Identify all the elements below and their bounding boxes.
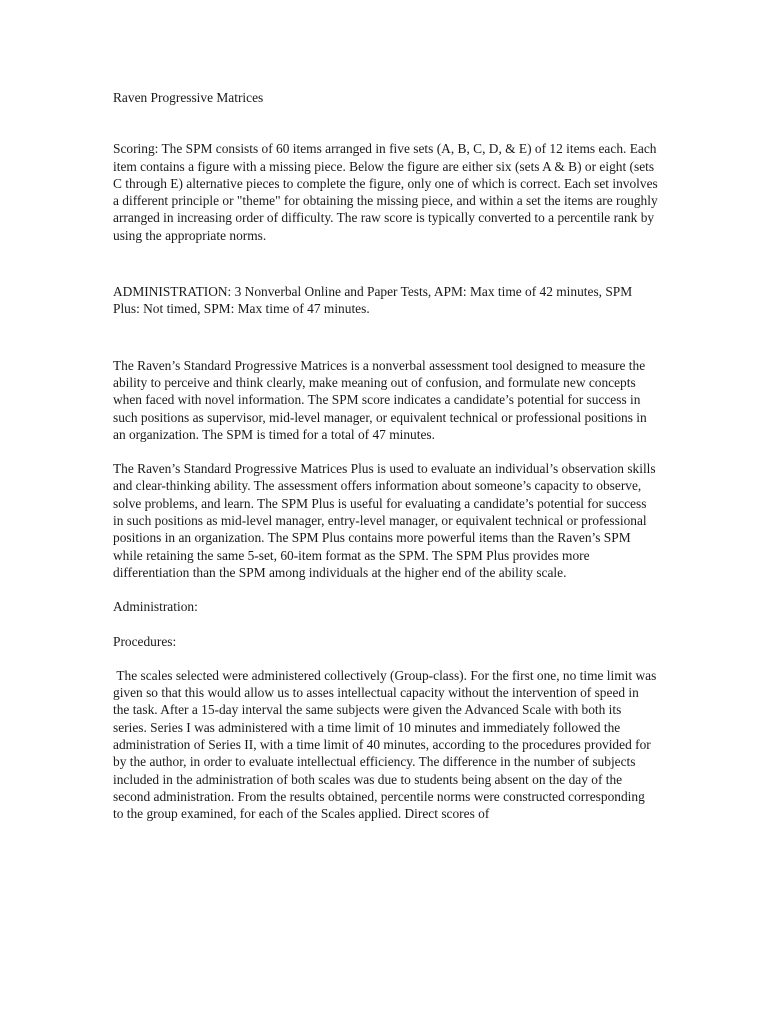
administration-heading: Administration: — [113, 599, 198, 615]
document-title: Raven Progressive Matrices — [113, 90, 264, 105]
scoring-paragraph: Scoring: The SPM consists of 60 items arranged in five sets (A, B, C, D, & E) of 12 items each. Each item contains a figure with a missing piece. Below the figure are either six (sets A & B) or eight (sets C through E) alternative pieces to complete the figure, only one of which is correct. Each set involves a different principle or "theme" for obtaining the missing piece, and within a set the items are roughly arranged in increasing order of difficulty. The raw score is typically converted to a percentile rank by using the appropriate norms. — [113, 141, 658, 243]
spm-plus-description-paragraph: The Raven’s Standard Progressive Matrices Plus is used to evaluate an individual’s observation skills and clear-thinking ability. The assessment offers information about someone’s capacity to observe, solve problems, and learn. The SPM Plus is useful for evaluating a candidate’s potential for success in such positions as mid-level manager, entry-level manager, or equivalent technical or professional positions in an organization. The SPM Plus contains more powerful items than the Raven’s SPM while retaining the same 5-set, 60-item format as the SPM. The SPM Plus provides more differentiation than the SPM among individuals at the higher end of the ability scale. — [113, 461, 656, 580]
administration-summary-paragraph: ADMINISTRATION: 3 Nonverbal Online and Paper Tests, APM: Max time of 42 minutes, SPM Plus: Not timed, SPM: Max time of 47 minutes. — [113, 284, 633, 317]
procedures-paragraph: The scales selected were administered collectively (Group-class). For the first one, no time limit was given so that this would allow us to asses intellectual capacity without the intervention of speed in the task. After a 15-day interval the same subjects were given the Advanced Scale with both its series. Series I was administered with a time limit of 10 minutes and immediately followed the administration of Series II, with a time limit of 40 minutes, according to the procedures provided for by the author, in order to evaluate intellectual efficiency. The difference in the number of subjects included in the administration of both scales was due to students being absent on the day of the second administration. From the results obtained, percentile norms were constructed corresponding to the group examined, for each of the Scales applied. Direct scores of — [113, 667, 660, 822]
spm-description-paragraph: The Raven’s Standard Progressive Matrices is a nonverbal assessment tool designed to measure the ability to perceive and think clearly, make meaning out of confusion, and formulate new concepts when faced with novel information. The SPM score indicates a candidate’s potential for success in such positions as supervisor, mid-level manager, or equivalent technical or professional positions in an organization. The SPM is timed for a total of 47 minutes. — [113, 357, 647, 442]
document-page — [113, 89, 658, 823]
procedures-heading: Procedures: — [113, 633, 177, 649]
